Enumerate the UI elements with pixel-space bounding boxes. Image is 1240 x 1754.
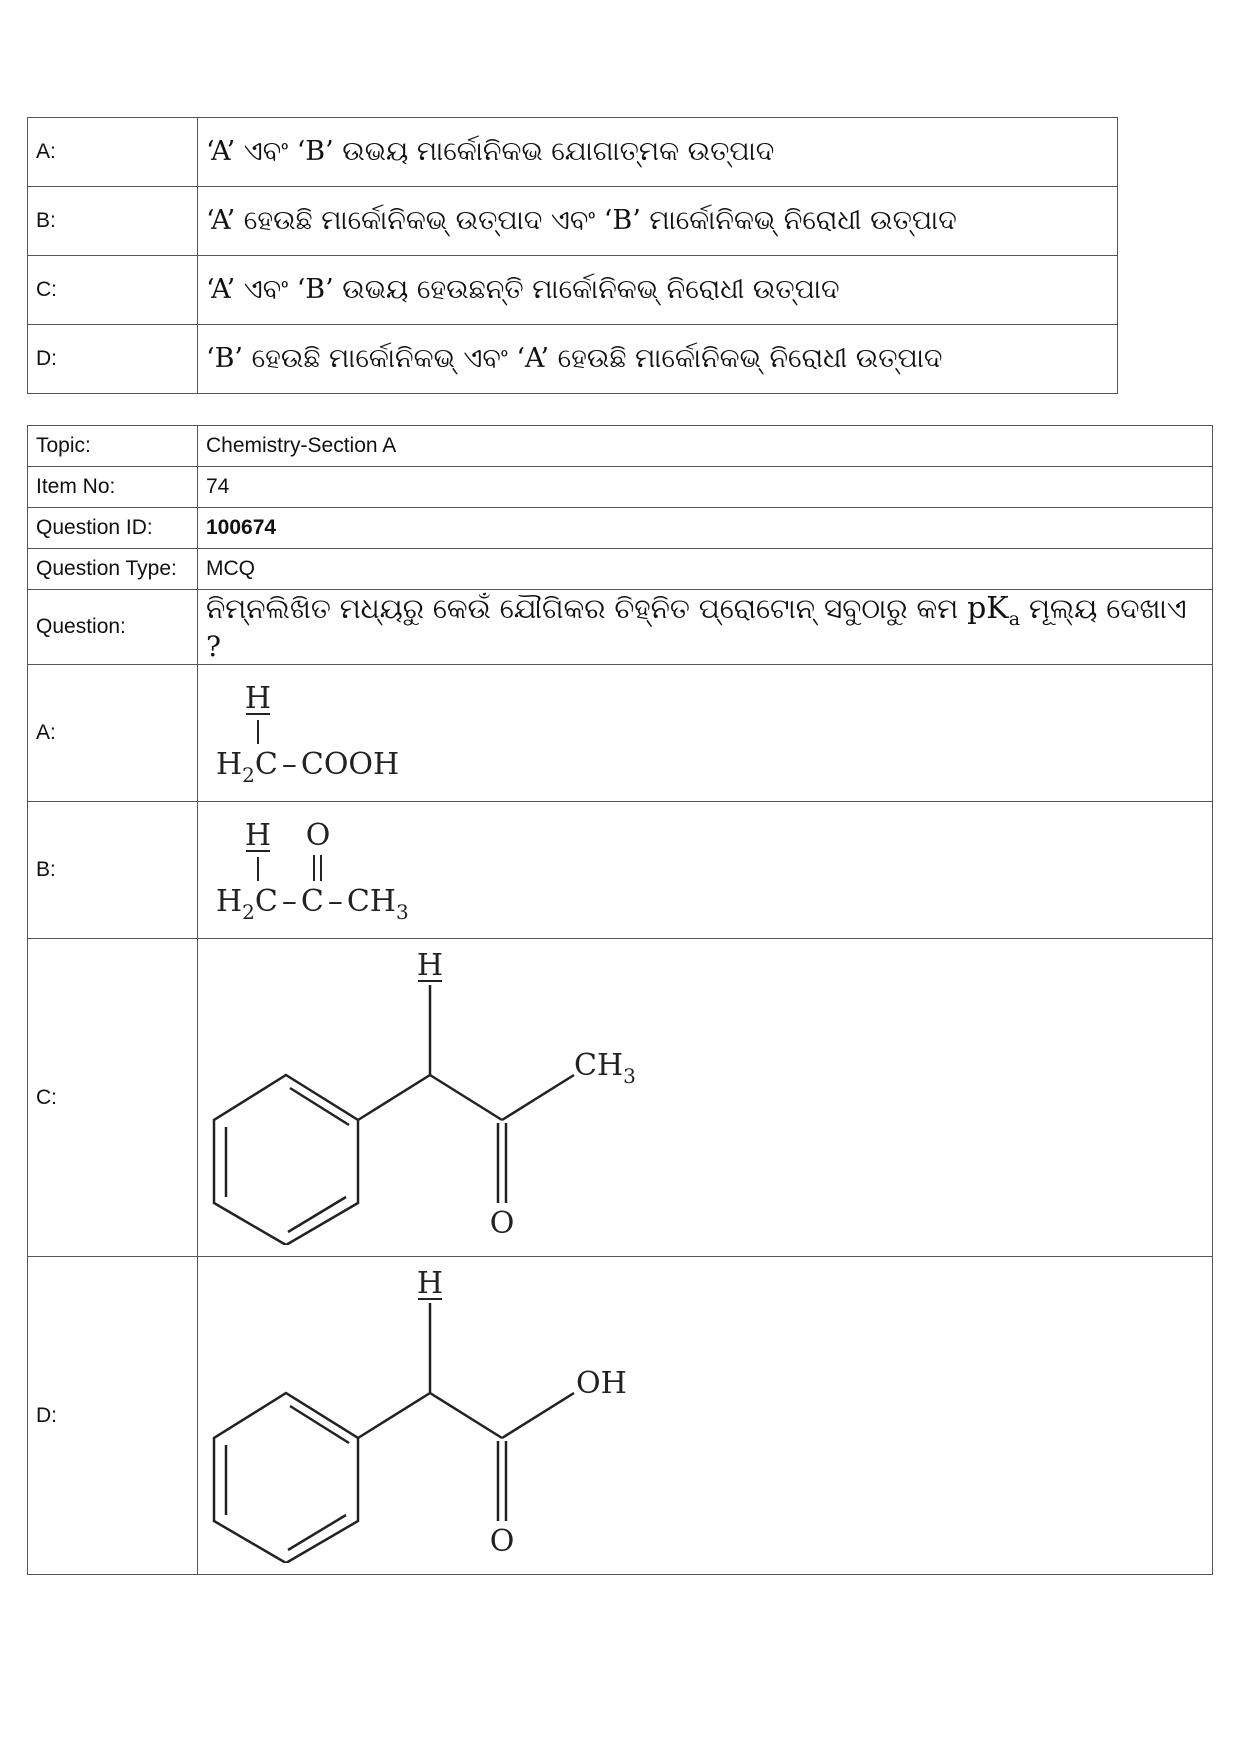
pka-symbol xyxy=(967,591,1021,630)
previous-option-d-row xyxy=(28,325,1118,394)
carbonyl-o: O xyxy=(489,1524,515,1559)
answer-b-structure xyxy=(198,802,1213,939)
pk-text: pK xyxy=(967,591,1009,626)
marked-h: H xyxy=(416,1266,444,1301)
structure-c-svg xyxy=(206,945,686,1245)
question-id-row xyxy=(28,508,1213,549)
carbonyl-o: O xyxy=(305,817,331,853)
option-text: ‘A’ ଏବଂ ‘B’ ଉଭୟ ମାର୍କୋନିକଭ ଯୋଗାତ୍ମକ ଉତ୍ପାଦ xyxy=(198,118,1118,187)
pk-subscript: a xyxy=(1008,608,1021,630)
option-text: ‘A’ ହେଉଛି ମାର୍କୋନିକଭ୍ ଉତ୍ପାଦ ଏବଂ ‘B’ ମାର୍କୋନିକଭ୍ ନିରୋଧୀ ଉତ୍ପାଦ xyxy=(198,187,1118,256)
question-tail: ମୂଲ୍ୟ ଦେଖାଏ ? xyxy=(206,592,1187,663)
answer-d-row xyxy=(28,1257,1213,1575)
question-type-row xyxy=(28,549,1213,590)
item-value: 74 xyxy=(198,467,1213,508)
answer-c-label: C: xyxy=(28,939,198,1257)
option-text: ‘A’ ଏବଂ ‘B’ ଉଭୟ ହେଉଛନ୍ତି ମାର୍କୋନିକଭ୍ ନିରୋଧୀ ଉତ୍ପାଦ xyxy=(198,256,1118,325)
formula-b: $H_2C$ – C – $CH_3$ xyxy=(216,883,409,924)
previous-option-a-row xyxy=(28,118,1118,187)
answer-a-row xyxy=(28,665,1213,802)
carbonyl-o: O xyxy=(489,1206,515,1241)
option-label: C: xyxy=(28,256,198,325)
benzene-ring xyxy=(214,1303,574,1563)
question-label: Question: xyxy=(28,590,198,665)
structure-b-svg xyxy=(206,803,526,933)
option-label: B: xyxy=(28,187,198,256)
item-row xyxy=(28,467,1213,508)
option-text: ‘B’ ହେଉଛି ମାର୍କୋନିକଭ୍ ଏବଂ ‘A’ ହେଉଛି ମାର୍କୋନିକଭ୍ ନିରୋଧୀ ଉତ୍ପାଦ xyxy=(198,325,1118,394)
question-text xyxy=(198,590,1213,665)
option-label: D: xyxy=(28,325,198,394)
previous-option-c-row xyxy=(28,256,1118,325)
structure-d-svg xyxy=(206,1263,686,1563)
answer-b-label: B: xyxy=(28,802,198,939)
question-row xyxy=(28,590,1213,665)
answer-c-row xyxy=(28,939,1213,1257)
answer-a-label: A: xyxy=(28,665,198,802)
item-label: Item No: xyxy=(28,467,198,508)
answer-a-structure xyxy=(198,665,1213,802)
option-label: A: xyxy=(28,118,198,187)
benzene-ring xyxy=(214,985,574,1245)
previous-option-b-row xyxy=(28,187,1118,256)
methyl-group: $CH_3$ xyxy=(574,1048,636,1088)
question-type-value: MCQ xyxy=(198,549,1213,590)
question-type-label: Question Type: xyxy=(28,549,198,590)
question-main: ନିମ୍ନଲିଖିତ ମଧ୍ୟରୁ କେଉଁ ଯୌଗିକର ଚିହ୍ନିତ ପ୍ରୋଟୋନ୍ ସବୁଠାରୁ କମ xyxy=(206,592,959,625)
structure-a-svg xyxy=(206,666,526,796)
marked-h: H xyxy=(416,948,444,983)
topic-row xyxy=(28,426,1213,467)
hydroxyl-group: OH xyxy=(576,1366,627,1401)
answer-b-row xyxy=(28,802,1213,939)
answer-d-structure xyxy=(198,1257,1213,1575)
topic-value: Chemistry-Section A xyxy=(198,426,1213,467)
answer-c-structure xyxy=(198,939,1213,1257)
marked-h: H xyxy=(244,680,272,716)
question-table xyxy=(27,425,1213,1575)
previous-options-table xyxy=(27,117,1118,394)
formula-a: $H_2C$ – COOH xyxy=(216,746,400,787)
answer-d-label: D: xyxy=(28,1257,198,1575)
topic-label: Topic: xyxy=(28,426,198,467)
marked-h: H xyxy=(244,817,272,853)
question-id-label: Question ID: xyxy=(28,508,198,549)
question-id-value: 100674 xyxy=(198,508,1213,549)
